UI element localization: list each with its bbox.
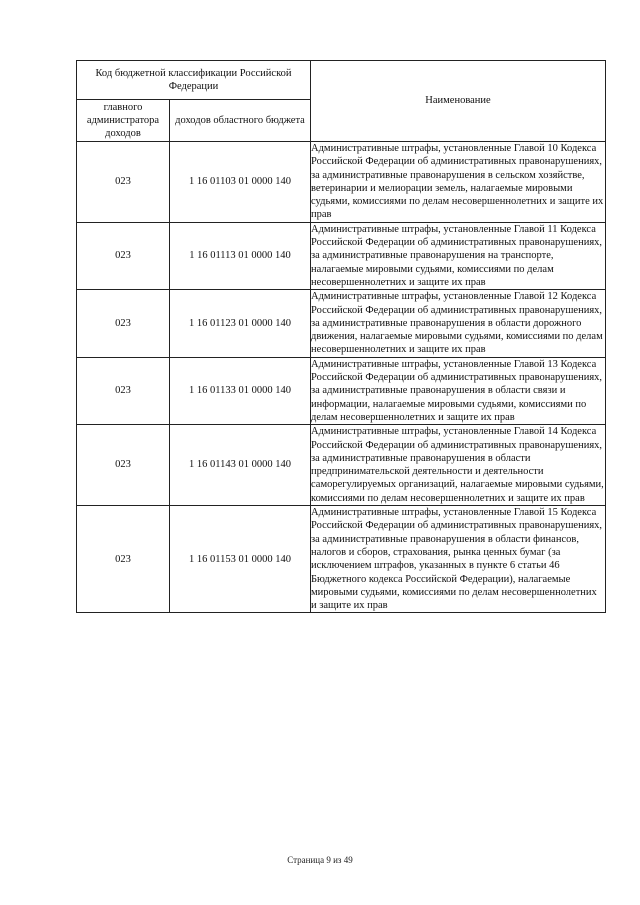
administrator-code-cell: 023 [77,357,170,424]
income-name-cell: Административные штрафы, установленные Главой 12 Кодекса Российской Федерации об административных правонарушениях, за административные правонарушения в области дорожного движения, налагаемые мировыми судьями, комиссиями по делам несовершеннолетних и защите их прав [311,290,606,357]
header-row-group [77,61,606,100]
table-row [77,425,606,506]
page-number-footer: Страница 9 из 49 [287,855,353,865]
income-code-cell: 1 16 01153 01 0000 140 [170,506,311,613]
income-code-cell: 1 16 01123 01 0000 140 [170,290,311,357]
income-name-cell: Административные штрафы, установленные Главой 14 Кодекса Российской Федерации об административных правонарушениях, за административные правонарушения в области предпринимательской деятельности и деятельности саморегулируемых организаций, налагаемые мировыми судьями, комиссиями по делам несовершеннолетних и защите их прав [311,426,604,504]
administrator-code-cell: 023 [77,425,170,506]
table-row [77,506,606,613]
administrator-code-cell: 023 [77,290,170,357]
income-name-cell: Административные штрафы, установленные Главой 10 Кодекса Российской Федерации об административных правонарушениях, за административные правонарушения в сельском хозяйстве, ветеринарии и мелиорации земель, налагаемые мировыми судьями, комиссиями по делам несовершеннолетних и защите их прав [311,142,606,223]
administrator-code-cell: 023 [77,506,170,613]
income-code-cell: 1 16 01133 01 0000 140 [170,357,311,424]
table-row [77,357,606,424]
income-code-cell: 1 16 01103 01 0000 140 [170,142,311,223]
administrator-code-cell: 023 [77,142,170,223]
header-budget-code-group: Код бюджетной классификации Российской Федерации [77,61,311,100]
header-regional-budget-income: доходов областного бюджета [170,100,311,142]
table-row [77,222,606,289]
table-row [77,290,606,357]
header-name: Наименование [311,61,606,142]
income-code-cell: 1 16 01113 01 0000 140 [170,222,311,289]
table-header [77,61,606,142]
income-code-cell: 1 16 01143 01 0000 140 [170,425,311,506]
budget-classification-table [76,60,606,613]
header-main-administrator: главного администратора доходов [77,100,170,142]
table-row [77,142,606,223]
administrator-code-cell: 023 [77,222,170,289]
income-name-cell: Административные штрафы, установленные Главой 15 Кодекса Российской Федерации об административных правонарушениях, за административные правонарушения в области финансов, налогов и сборов, страхования, рынка ценных бумаг (за исключением штрафов, указанных в пункте 6 статьи 46 Бюджетного кодекса Российской Федерации), налагаемые мировыми судьями, комиссиями по делам несовершеннолетних и защите их прав [311,506,606,613]
income-name-cell: Административные штрафы, установленные Главой 13 Кодекса Российской Федерации об административных правонарушениях, за административные правонарушения в области связи и информации, налагаемые мировыми судьями, комиссиями по делам несовершеннолетних и защите их прав [311,357,606,424]
income-name-cell: Административные штрафы, установленные Главой 11 Кодекса Российской Федерации об административных правонарушениях, за административные правонарушения на транспорте, налагаемые мировыми судьями, комиссиями по делам несовершеннолетних и защите их прав [311,222,606,289]
